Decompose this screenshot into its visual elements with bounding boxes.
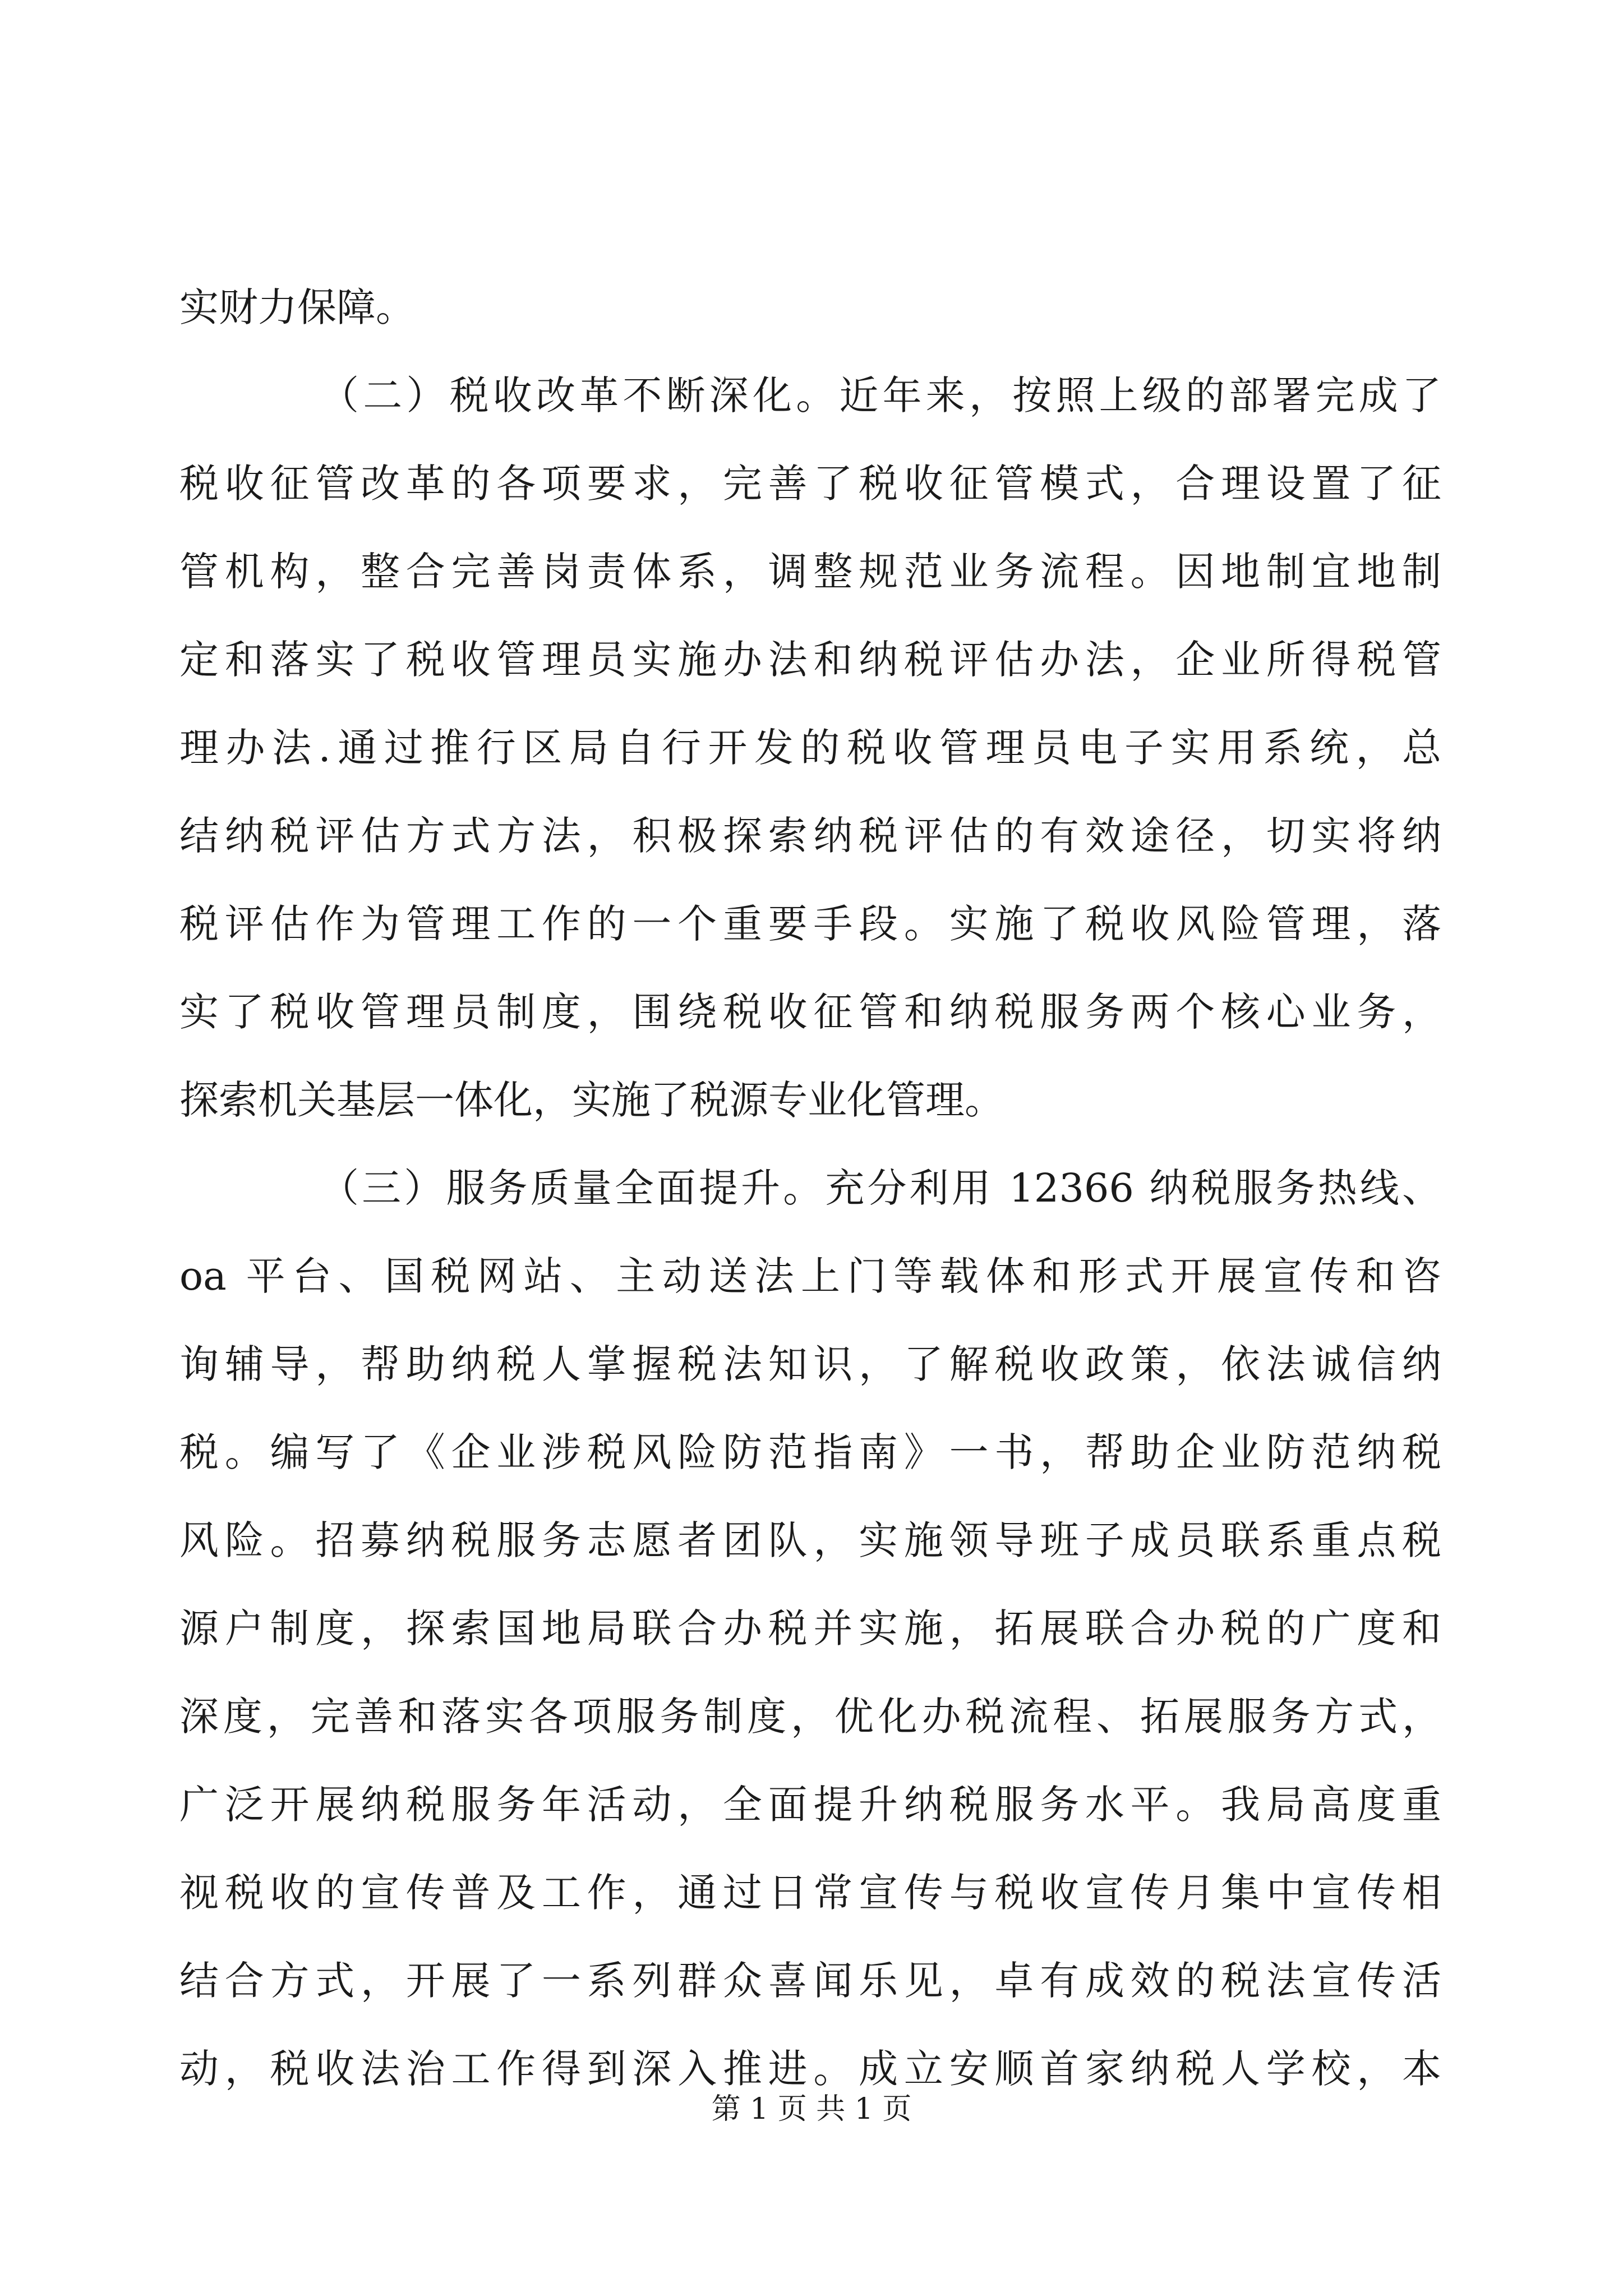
text-line: 询辅导，帮助纳税人掌握税法知识，了解税收政策，依法诚信纳 xyxy=(179,1341,1441,1387)
text-line: oa 平台、国税网站、主动送法上门等载体和形式开展宣传和咨 xyxy=(179,1253,1441,1299)
text-line: 实财力保障。 xyxy=(179,284,415,330)
text-line: 深度，完善和落实各项服务制度，优化办税流程、拓展服务方式， xyxy=(179,1694,1441,1740)
text-line: 定和落实了税收管理员实施办法和纳税评估办法，企业所得税管 xyxy=(179,637,1441,683)
text-line: 理办法.通过推行区局自行开发的税收管理员电子实用系统，总 xyxy=(179,725,1441,771)
text-line: 源户制度，探索国地局联合办税并实施，拓展联合办税的广度和 xyxy=(179,1605,1441,1651)
text-line: 视税收的宣传普及工作，通过日常宣传与税收宣传月集中宣传相 xyxy=(179,1870,1441,1916)
page-number-label: 第 1 页 共 1 页 xyxy=(711,2092,912,2126)
text-line: 实了税收管理员制度，围绕税收征管和纳税服务两个核心业务， xyxy=(179,989,1441,1035)
text-line: 结合方式，开展了一系列群众喜闻乐见，卓有成效的税法宣传活 xyxy=(179,1958,1441,2004)
document-body xyxy=(179,264,1441,2113)
page-footer xyxy=(0,2090,1623,2129)
text-line: 动，税收法治工作得到深入推进。成立安顺首家纳税人学校，本 xyxy=(179,2046,1441,2092)
text-line: 探索机关基层一体化，实施了税源专业化管理。 xyxy=(179,1077,1004,1123)
text-line: 管机构，整合完善岗责体系，调整规范业务流程。因地制宜地制 xyxy=(179,549,1441,595)
text-line: （三）服务质量全面提升。充分利用 12366 纳税服务热线、 xyxy=(320,1165,1441,1211)
text-line: 税评估作为管理工作的一个重要手段。实施了税收风险管理，落 xyxy=(179,901,1441,947)
text-line: 税。编写了《企业涉税风险防范指南》一书，帮助企业防范纳税 xyxy=(179,1429,1441,1475)
text-line: 风险。招募纳税服务志愿者团队，实施领导班子成员联系重点税 xyxy=(179,1517,1441,1563)
text-line: 广泛开展纳税服务年活动，全面提升纳税服务水平。我局高度重 xyxy=(179,1782,1441,1828)
text-line: 税收征管改革的各项要求，完善了税收征管模式，合理设置了征 xyxy=(179,461,1441,507)
text-line: 结纳税评估方式方法，积极探索纳税评估的有效途径，切实将纳 xyxy=(179,813,1441,859)
text-line: （二）税收改革不断深化。近年来，按照上级的部署完成了 xyxy=(320,372,1441,418)
